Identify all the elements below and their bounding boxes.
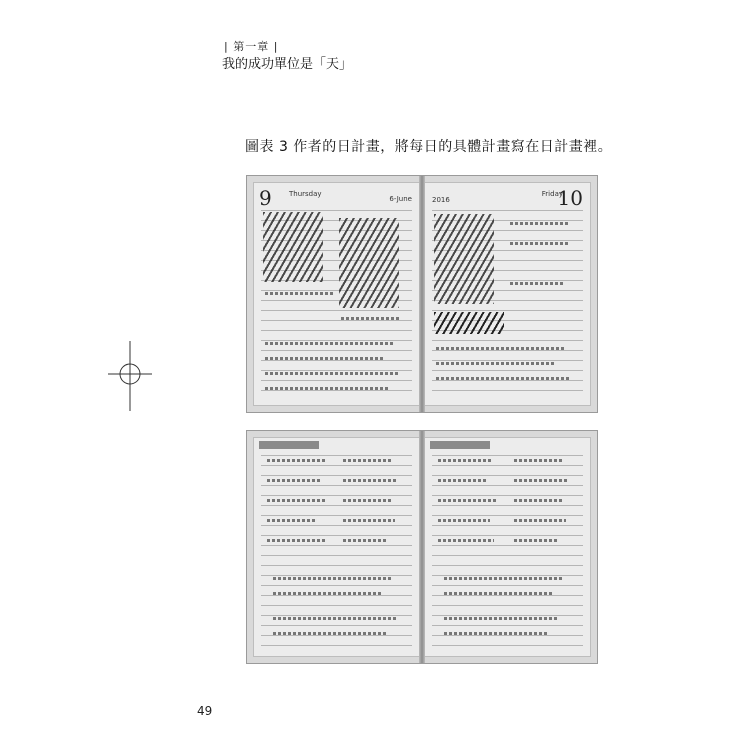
chapter-label: | 第一章 | xyxy=(224,40,279,53)
year: 2016 xyxy=(432,196,450,204)
daily-planner-photo xyxy=(246,175,598,413)
day-name-right: Friday xyxy=(541,190,563,198)
list-right-page xyxy=(424,437,591,657)
planner-left-page xyxy=(253,182,420,406)
day-name: Thursday xyxy=(289,190,322,198)
date-tag: 6-June xyxy=(389,195,412,203)
list-left-page xyxy=(253,437,420,657)
list-planner-photo xyxy=(246,430,598,664)
planner-right-page xyxy=(424,182,591,406)
day-number: 9 xyxy=(259,186,272,210)
registration-mark-icon xyxy=(108,341,152,411)
page-number: 49 xyxy=(197,704,213,718)
figure-caption: 圖表 3 作者的日計畫，將每日的具體計畫寫在日計畫裡。 xyxy=(245,139,613,155)
chapter-title: 我的成功單位是「天」 xyxy=(222,57,353,72)
day-number-right: 10 xyxy=(557,186,583,210)
